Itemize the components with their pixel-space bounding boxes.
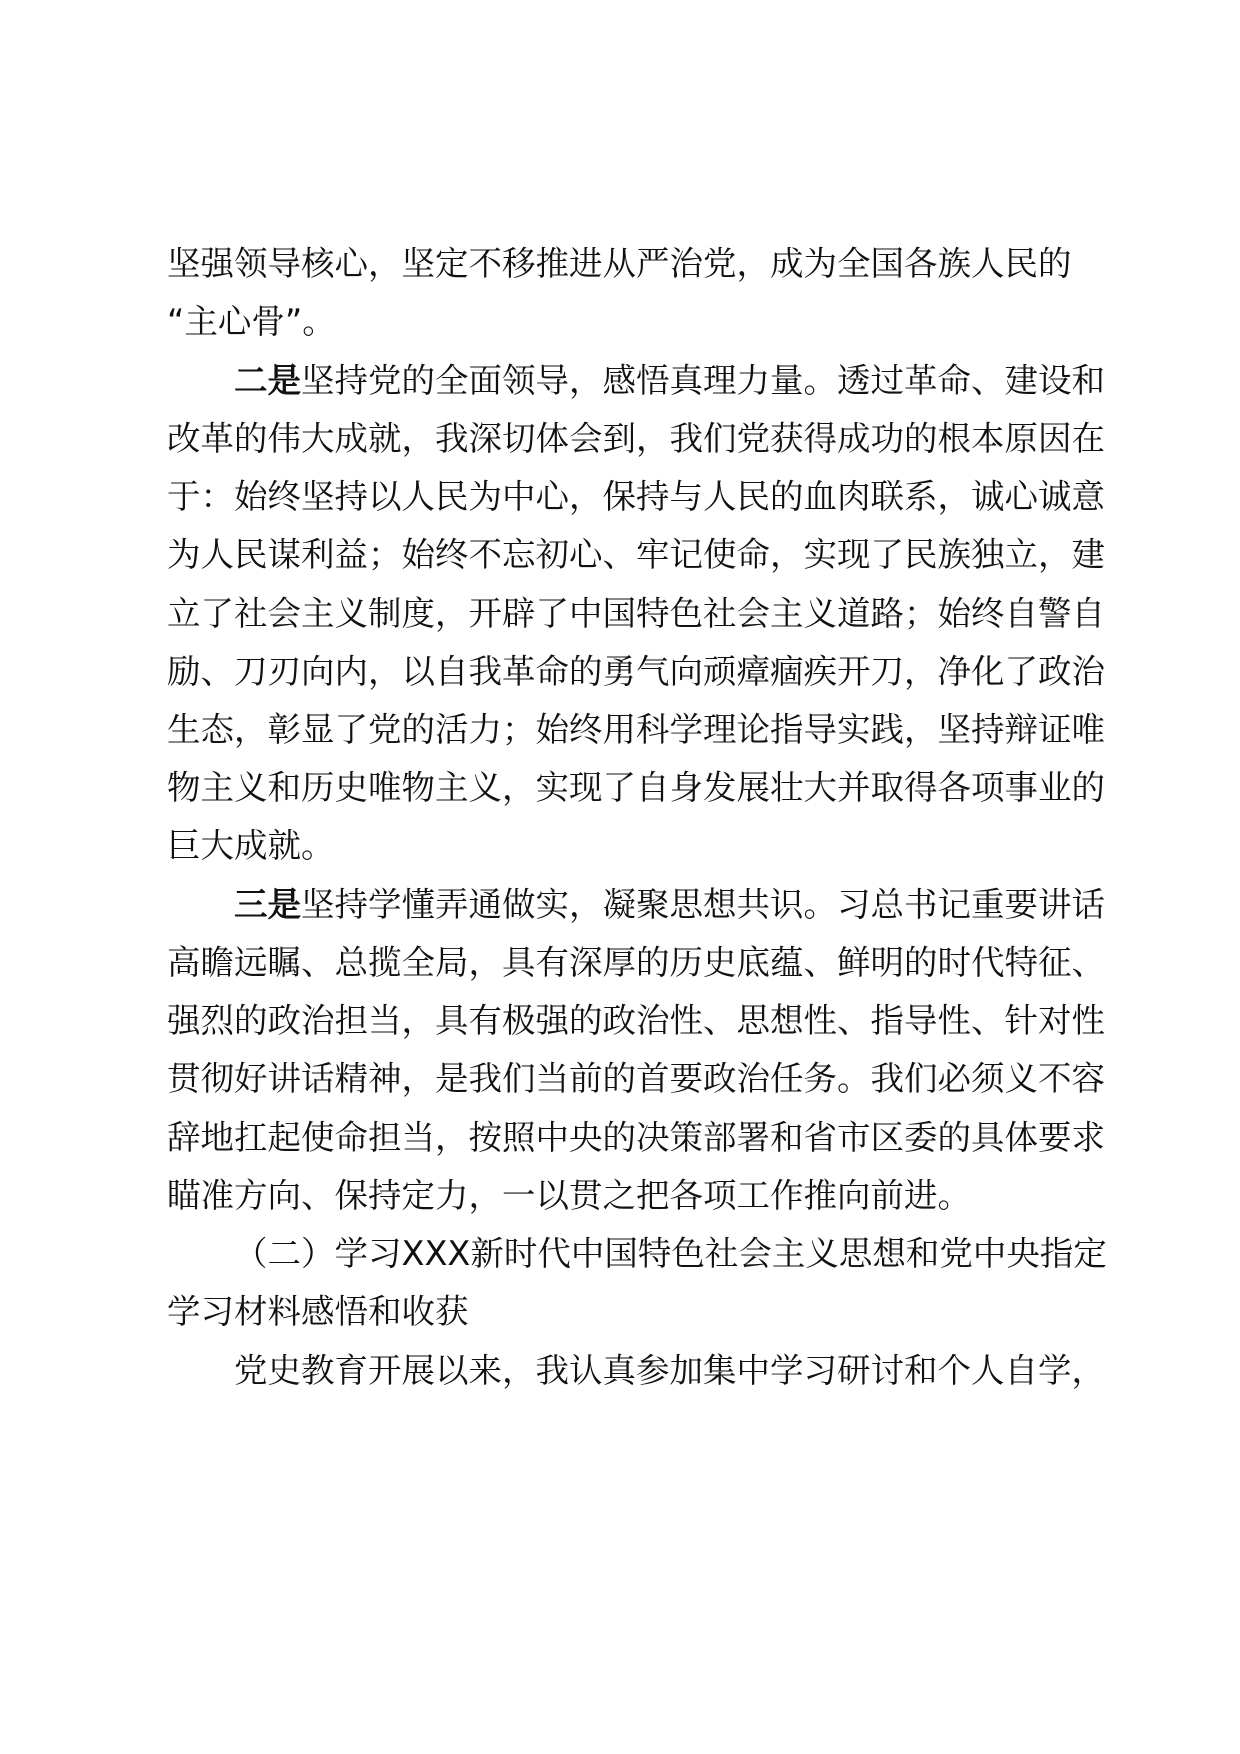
text-line-16: 辞地扛起使命担当，按照中央的决策部署和省市区委的具体要求 <box>167 1118 1105 1157</box>
paragraph-start: 党史教育开展以来，我认真参加集中学习研讨和个人自学， <box>234 1351 1105 1390</box>
text-line-17: 瞄准方向、保持定力，一以贯之把各项工作推向前进。 <box>167 1176 971 1215</box>
text-line-11: 巨大成就。 <box>167 826 335 865</box>
text-line-13: 高瞻远瞩、总揽全局，具有深厚的历史底蕴、鲜明的时代特征、 <box>167 943 1105 982</box>
paragraph-two-start: 二是坚持党的全面领导，感悟真理力量。透过革命、建设和 <box>234 361 1105 400</box>
text-line-5: 于：始终坚持以人民为中心，保持与人民的血肉联系，诚心诚意 <box>167 477 1105 516</box>
paragraph-three-start: 三是坚持学懂弄通做实，凝聚思想共识。习总书记重要讲话 <box>234 885 1105 924</box>
paragraph-lead-three: 三是 <box>234 885 301 924</box>
text-line-2: “主心骨”。 <box>167 302 336 341</box>
text-line-7: 立了社会主义制度，开辟了中国特色社会主义道路；始终自警自 <box>167 594 1105 633</box>
text-line-9: 生态，彰显了党的活力；始终用科学理论指导实践，坚持辩证唯 <box>167 710 1105 749</box>
text-line-6: 为人民谋利益；始终不忘初心、牢记使命，实现了民族独立，建 <box>167 535 1105 574</box>
text-line-14: 强烈的政治担当，具有极强的政治性、思想性、指导性、针对性 <box>167 1001 1105 1040</box>
paragraph-lead-two: 二是 <box>234 361 301 400</box>
text-line-1: 坚强领导核心，坚定不移推进从严治党，成为全国各族人民的 <box>167 244 1072 283</box>
text-line-15: 贯彻好讲话精神，是我们当前的首要政治任务。我们必须义不容 <box>167 1059 1105 1098</box>
text-line-4: 改革的伟大成就，我深切体会到，我们党获得成功的根本原因在 <box>167 419 1105 458</box>
text-line-8: 励、刀刃向内，以自我革命的勇气向顽瘴痼疾开刀，净化了政治 <box>167 652 1105 691</box>
section-heading: （二）学习XXX新时代中国特色社会主义思想和党中央指定 <box>234 1234 1107 1273</box>
text-line-10: 物主义和历史唯物主义，实现了自身发展壮大并取得各项事业的 <box>167 768 1105 807</box>
section-heading-cont: 学习材料感悟和收获 <box>167 1292 469 1331</box>
